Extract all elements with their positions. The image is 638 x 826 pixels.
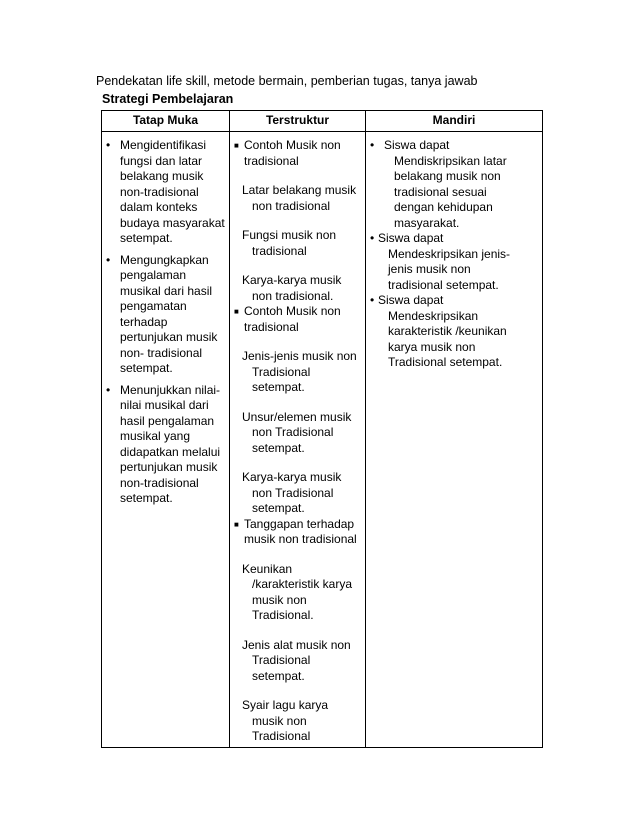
section-heading: Strategi Pembelajaran	[102, 92, 234, 106]
terstruktur-cell	[230, 132, 366, 748]
list-item: Karya-karya musik non tradisional.	[242, 273, 342, 303]
list-item: • Mengidentifikasi fungsi dan latar belakang musik non-tradisional dalam konteks budaya masyarakat setempat.	[106, 138, 225, 245]
square-bullet-icon: ■	[234, 307, 239, 316]
bullet-icon: •	[370, 138, 375, 152]
list-item: • Siswa dapat Mendiskripsikan latar belakang musik non tradisional sesuai dengan kehidupan masyarakat.	[370, 138, 507, 230]
list-item: Keunikan /karakteristik karya musik non Tradisional.	[242, 561, 353, 622]
list-item: Jenis-jenis musik non Tradisional setempat.	[242, 349, 357, 394]
square-bullet-icon: ■	[234, 141, 239, 150]
list-item: • Siswa dapat Mendeskripsikan jenis- jenis musik non tradisional setempat.	[370, 231, 511, 292]
list-item: Jenis alat musik non Tradisional setempat.	[242, 637, 351, 683]
table-body-row	[102, 132, 543, 748]
list-item: Syair lagu karya musik non Tradisional	[242, 698, 329, 743]
bullet-icon: •	[370, 231, 375, 245]
list-item: • Mengungkapkan pengalaman musikal dari hasil pengamatan terhadap pertunjukan musik non- tradisional setempat.	[106, 252, 218, 375]
square-bullet-icon: ■	[234, 519, 239, 529]
bullet-icon: •	[106, 382, 111, 397]
mandiri-cell	[366, 132, 543, 748]
list-item: Fungsi musik non tradisional	[242, 228, 337, 258]
list-item: Karya-karya musik non Tradisional setempat.	[242, 470, 342, 515]
table-header-row	[102, 111, 543, 132]
list-item: Unsur/elemen musik non Tradisional setempat.	[242, 409, 352, 455]
group-title: ■ Tanggapan terhadap musik non tradisional	[234, 516, 357, 546]
group-title: ■ Contoh Musik non tradisional	[234, 138, 341, 168]
bullet-icon: •	[106, 252, 111, 267]
list-item: • Menunjukkan nilai-nilai musikal dari hasil pengalaman musikal yang didapatkan melalui pertunjukan musik non-tradisional setempat.	[106, 382, 221, 505]
list-item: Latar belakang musik non tradisional	[242, 183, 357, 213]
bullet-icon: •	[370, 293, 375, 307]
list-item: • Siswa dapat Mendeskripsikan karakteristik /keunikan karya musik non Tradisional setempat.	[370, 293, 507, 369]
tatap-muka-cell	[102, 132, 230, 748]
header-mandiri: Mandiri	[366, 111, 543, 132]
group-title: ■ Contoh Musik non tradisional	[234, 304, 341, 334]
header-terstruktur: Terstruktur	[230, 111, 366, 132]
strategy-table	[101, 110, 543, 748]
bullet-icon: •	[106, 138, 111, 152]
intro-line: Pendekatan life skill, metode bermain, pemberian tugas, tanya jawab	[96, 74, 478, 88]
header-tatap-muka: Tatap Muka	[102, 111, 230, 132]
